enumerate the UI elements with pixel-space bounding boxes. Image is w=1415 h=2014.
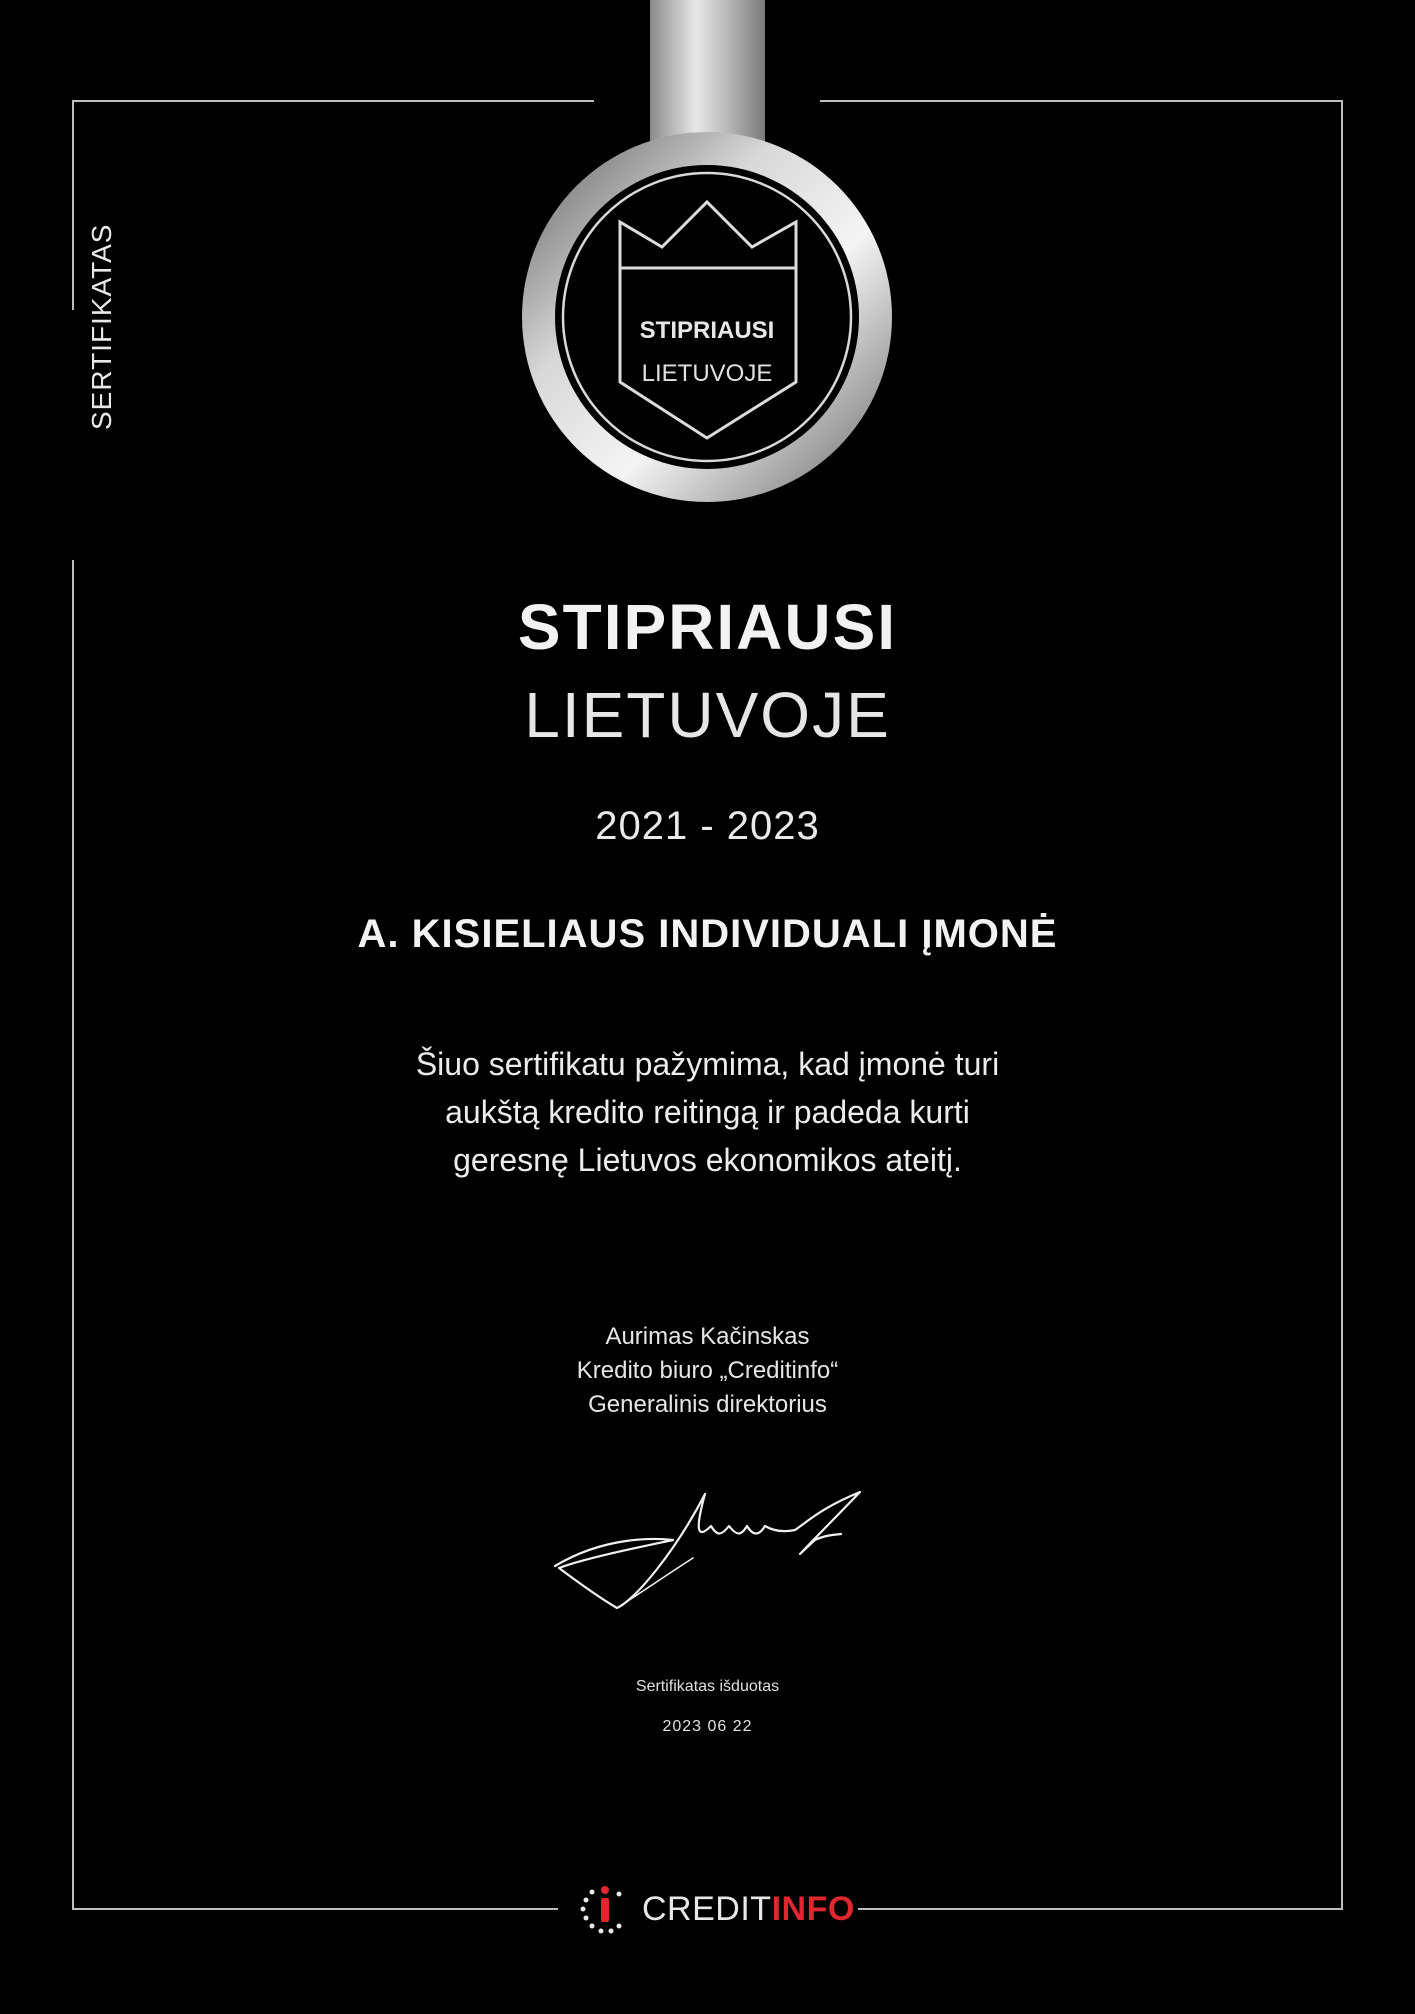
creditinfo-wordmark: CREDITINFO bbox=[642, 1889, 855, 1928]
title-line2: LIETUVOJE bbox=[524, 679, 891, 751]
frame-left-lower bbox=[72, 560, 74, 1910]
signer-name: Aurimas Kačinskas bbox=[605, 1323, 810, 1350]
description-line: geresnę Lietuvos ekonomikos ateitį. bbox=[453, 1142, 962, 1178]
side-label: SERTIFIKATAS bbox=[86, 223, 117, 430]
signature-image bbox=[545, 1480, 875, 1620]
creditinfo-logo bbox=[578, 1882, 855, 1936]
signer-org: Kredito biuro „Creditinfo“ bbox=[576, 1357, 839, 1384]
signer-block bbox=[0, 1320, 1415, 1422]
medal-badge bbox=[520, 0, 895, 505]
company-name: A. KISIELIAUS INDIVIDUALI ĮMONĖ bbox=[357, 912, 1058, 956]
frame-top-right bbox=[820, 100, 1343, 102]
frame-bottom-left bbox=[72, 1908, 558, 1910]
frame-left-upper bbox=[72, 100, 74, 310]
frame-bottom-right bbox=[858, 1908, 1343, 1910]
issued-date: 2023 06 22 bbox=[662, 1718, 753, 1735]
title-line1: STIPRIAUSI bbox=[517, 591, 898, 663]
years: 2021 - 2023 bbox=[595, 804, 820, 848]
frame-top-left bbox=[72, 100, 594, 102]
issued-label: Sertifikatas išduotas bbox=[635, 1678, 780, 1695]
frame-right bbox=[1341, 100, 1343, 1910]
description-line: aukštą kredito reitingą ir padeda kurti bbox=[445, 1094, 970, 1130]
medal-line2: LIETUVOJE bbox=[641, 360, 773, 387]
medal-line1: STIPRIAUSI bbox=[639, 317, 775, 344]
description-line: Šiuo sertifikatu pažymima, kad įmonė turi bbox=[415, 1046, 1000, 1082]
signer-role: Generalinis direktorius bbox=[588, 1391, 827, 1418]
description bbox=[0, 1040, 1415, 1184]
creditinfo-dots-icon bbox=[578, 1882, 632, 1936]
